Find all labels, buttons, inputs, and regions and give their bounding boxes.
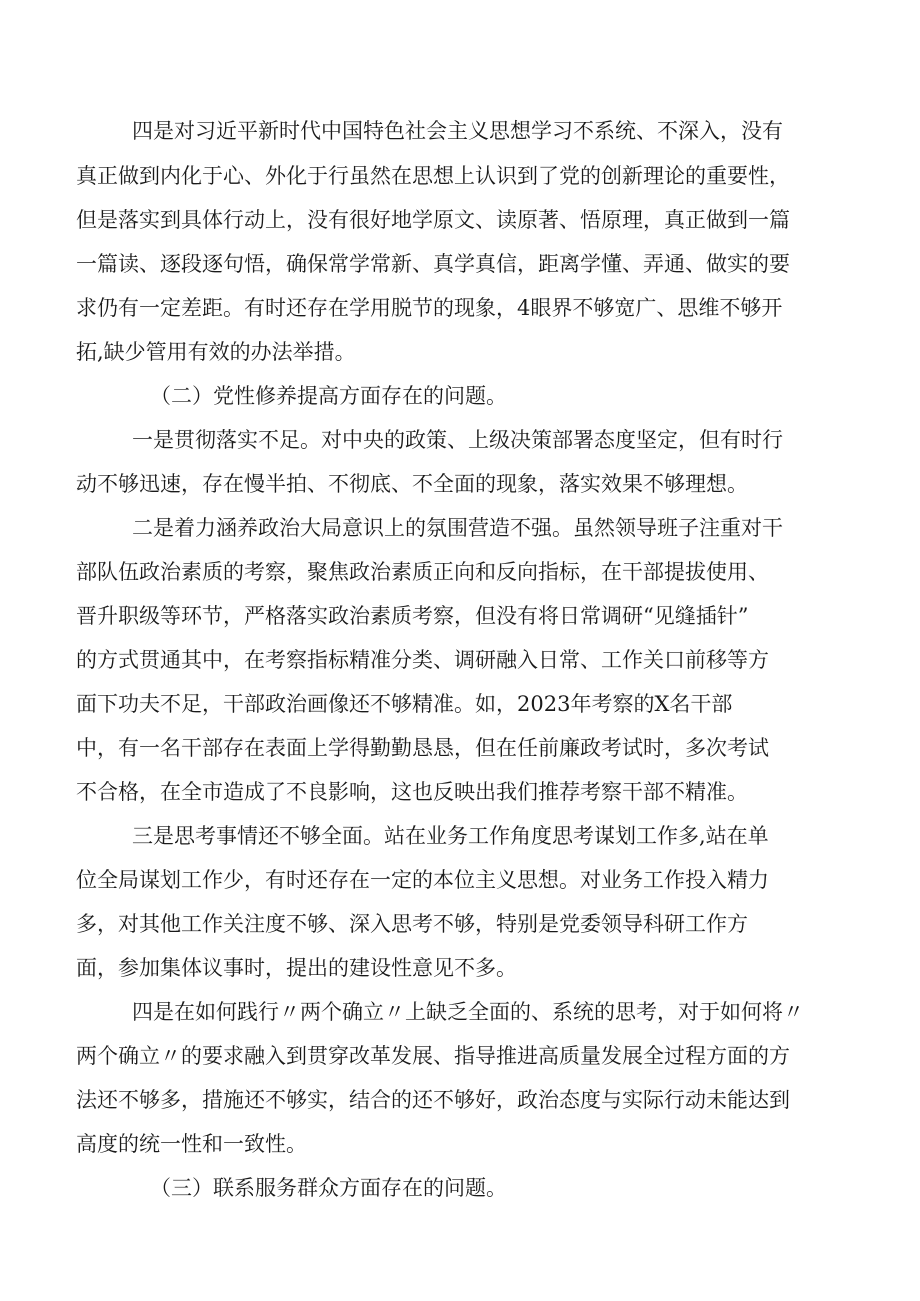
text-line-9: 动不够迅速，存在慢半拍、不彻底、不全面的现象，落实效果不够理想。 <box>76 472 748 496</box>
text-line-2: 真正做到内化于心、外化于行虽然在思想上认识到了党的创新理论的重要性， <box>76 164 790 188</box>
text-line-4: 一篇读、逐段逐句悟，确保常学常新、真学真信，距离学懂、弄通、做实的要 <box>76 252 790 276</box>
section-heading-2: （二）党性修养提高方面存在的问题。 <box>150 384 507 408</box>
text-line-19: 多，对其他工作关注度不够、深入思考不够，特别是党委领导科研工作方 <box>76 912 748 936</box>
text-line-15: 中，有一名干部存在表面上学得勤勤恳恳，但在任前廉政考试时，多次考试 <box>76 736 769 760</box>
section-heading-3: （三）联系服务群众方面存在的问题。 <box>150 1176 507 1200</box>
text-line-10: 二是着力涵养政治大局意识上的氛围营造不强。虽然领导班子注重对干 <box>132 516 783 540</box>
text-line-13: 的方式贯通其中，在考察指标精准分类、调研融入日常、工作关口前移等方 <box>76 648 769 672</box>
text-line-1: 四是对习近平新时代中国特色社会主义思想学习不系统、不深入，没有 <box>132 119 783 143</box>
text-line-14: 面下功夫不足，干部政治画像还不够精准。如，2023年考察的X名干部 <box>76 692 733 716</box>
text-line-24: 高度的统一性和一致性。 <box>76 1132 307 1156</box>
text-line-21: 四是在如何践行〃两个确立〃上缺乏全面的、系统的思考，对于如何将〃 <box>132 1000 804 1024</box>
text-line-18: 位全局谋划工作少，有时还存在一定的本位主义思想。对业务工作投入精力 <box>76 868 769 892</box>
text-line-20: 面，参加集体议事时，提出的建设性意见不多。 <box>76 956 517 980</box>
text-line-8: 一是贯彻落实不足。对中央的政策、上级决策部署态度坚定，但有时行 <box>132 428 783 452</box>
text-line-11: 部队伍政治素质的考察，聚焦政治素质正向和反向指标，在干部提拔使用、 <box>76 560 769 584</box>
text-line-16: 不合格，在全市造成了不良影响，这也反映出我们推荐考察干部不精准。 <box>76 780 748 804</box>
text-line-6: 拓,缺少管用有效的办法举措。 <box>76 340 356 364</box>
text-line-12: 晋升职级等环节，严格落实政治素质考察，但没有将日常调研“见缝插针” <box>76 604 749 628</box>
text-line-3: 但是落实到具体行动上，没有很好地学原文、读原著、悟原理，真正做到一篇 <box>76 208 790 232</box>
text-line-22: 两个确立〃的要求融入到贯穿改革发展、指导推进高质量发展全过程方面的方 <box>76 1044 790 1068</box>
text-line-23: 法还不够多，措施还不够实，结合的还不够好，政治态度与实际行动未能达到 <box>76 1088 790 1112</box>
text-line-5: 求仍有一定差距。有时还存在学用脱节的现象，4眼界不够宽广、思维不够开 <box>76 296 783 320</box>
text-line-17: 三是思考事情还不够全面。站在业务工作角度思考谋划工作多,站在单 <box>132 824 769 848</box>
